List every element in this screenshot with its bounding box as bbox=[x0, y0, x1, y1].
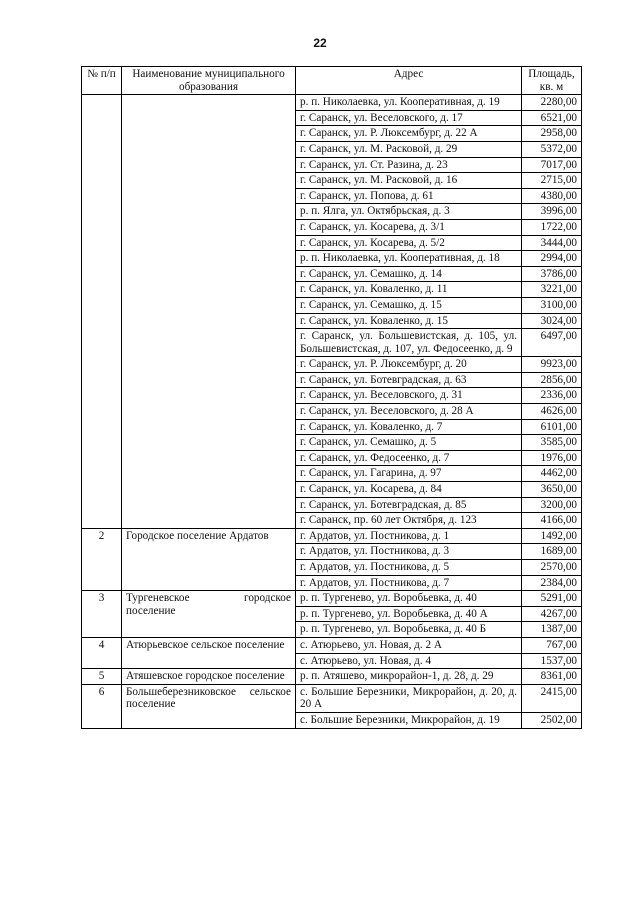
address-cell: с. Атюрьево, ул. Новая, д. 4 bbox=[296, 653, 522, 669]
address-cell: г. Саранск, ул. Гагарина, д. 97 bbox=[296, 466, 522, 482]
area-cell: 2958,00 bbox=[522, 126, 582, 142]
address-cell: г. Саранск, ул. Семашко, д. 14 bbox=[296, 266, 522, 282]
area-cell: 3996,00 bbox=[522, 204, 582, 220]
area-cell: 3100,00 bbox=[522, 297, 582, 313]
area-cell: 4626,00 bbox=[522, 404, 582, 420]
address-cell: г. Саранск, ул. Р. Люксембург, д. 20 bbox=[296, 357, 522, 373]
area-cell: 1689,00 bbox=[522, 544, 582, 560]
header-number: № п/п bbox=[82, 67, 122, 95]
area-cell: 4462,00 bbox=[522, 466, 582, 482]
area-cell: 3024,00 bbox=[522, 313, 582, 329]
area-cell: 2280,00 bbox=[522, 95, 582, 111]
area-cell: 6521,00 bbox=[522, 110, 582, 126]
address-cell: г. Саранск, ул. Ботевградская, д. 85 bbox=[296, 497, 522, 513]
address-cell: г. Саранск, ул. Семашко, д. 5 bbox=[296, 435, 522, 451]
address-cell: г. Саранск, ул. Ст. Разина, д. 23 bbox=[296, 157, 522, 173]
area-cell: 5372,00 bbox=[522, 141, 582, 157]
address-cell: р. п. Тургенево, ул. Воробьевка, д. 40 bbox=[296, 591, 522, 607]
address-cell: р. п. Николаевка, ул. Кооперативная, д. 18 bbox=[296, 251, 522, 267]
municipality-name: Городское поселение Ардатов bbox=[122, 528, 296, 590]
row-number bbox=[82, 95, 122, 529]
address-cell: г. Саранск, ул. Веселовского, д. 17 bbox=[296, 110, 522, 126]
area-cell: 8361,00 bbox=[522, 669, 582, 685]
area-cell: 2336,00 bbox=[522, 388, 582, 404]
row-number: 3 bbox=[82, 591, 122, 638]
area-cell: 2994,00 bbox=[522, 251, 582, 267]
address-cell: г. Ардатов, ул. Постникова, д. 1 bbox=[296, 528, 522, 544]
table-row bbox=[82, 528, 582, 544]
address-cell: г. Саранск, ул. Веселовского, д. 28 А bbox=[296, 404, 522, 420]
area-cell: 2384,00 bbox=[522, 575, 582, 591]
page-number: 22 bbox=[313, 36, 327, 50]
area-cell: 3786,00 bbox=[522, 266, 582, 282]
address-cell: г. Саранск, ул. Большевистская, д. 105, ул. Большевистская, д. 107, ул. Федосеенко, д. 9 bbox=[296, 329, 522, 357]
address-cell: р. п. Николаевка, ул. Кооперативная, д. 19 bbox=[296, 95, 522, 111]
area-cell: 6101,00 bbox=[522, 419, 582, 435]
area-cell: 2856,00 bbox=[522, 372, 582, 388]
address-cell: г. Саранск, ул. Федосеенко, д. 7 bbox=[296, 450, 522, 466]
municipality-name: Большеберезниковское сельское поселение bbox=[122, 684, 296, 728]
address-cell: г. Саранск, ул. Ботевградская, д. 63 bbox=[296, 372, 522, 388]
header-municipality: Наименование муниципального образования bbox=[122, 67, 296, 95]
municipality-name: Тургеневское городское поселение bbox=[122, 591, 296, 638]
address-cell: г. Ардатов, ул. Постникова, д. 5 bbox=[296, 560, 522, 576]
address-cell: г. Саранск, ул. Коваленко, д. 15 bbox=[296, 313, 522, 329]
row-number: 2 bbox=[82, 528, 122, 590]
property-table bbox=[81, 66, 582, 729]
area-cell: 3444,00 bbox=[522, 235, 582, 251]
address-cell: г. Саранск, ул. Косарева, д. 84 bbox=[296, 482, 522, 498]
area-cell: 2415,00 bbox=[522, 684, 582, 712]
table-row bbox=[82, 684, 582, 712]
area-cell: 2502,00 bbox=[522, 712, 582, 728]
address-cell: р. п. Тургенево, ул. Воробьевка, д. 40 Б bbox=[296, 622, 522, 638]
address-cell: р. п. Ялга, ул. Октябрьская, д. 3 bbox=[296, 204, 522, 220]
address-cell: р. п. Атяшево, микрорайон-1, д. 28, д. 29 bbox=[296, 669, 522, 685]
area-cell: 3585,00 bbox=[522, 435, 582, 451]
area-cell: 4267,00 bbox=[522, 606, 582, 622]
address-cell: г. Саранск, ул. Коваленко, д. 7 bbox=[296, 419, 522, 435]
table-body bbox=[82, 95, 582, 728]
area-cell: 3650,00 bbox=[522, 482, 582, 498]
address-cell: г. Саранск, ул. Р. Люксембург, д. 22 А bbox=[296, 126, 522, 142]
area-cell: 1537,00 bbox=[522, 653, 582, 669]
row-number: 6 bbox=[82, 684, 122, 728]
header-area: Площадь, кв. м bbox=[522, 67, 582, 95]
area-cell: 1387,00 bbox=[522, 622, 582, 638]
address-cell: г. Саранск, ул. М. Расковой, д. 29 bbox=[296, 141, 522, 157]
address-cell: с. Большие Березники, Микрорайон, д. 20, д. 20 А bbox=[296, 684, 522, 712]
table-row bbox=[82, 669, 582, 685]
area-cell: 1492,00 bbox=[522, 528, 582, 544]
row-number: 5 bbox=[82, 669, 122, 685]
address-cell: г. Саранск, ул. Семашко, д. 15 bbox=[296, 297, 522, 313]
area-cell: 4380,00 bbox=[522, 188, 582, 204]
address-cell: с. Большие Березники, Микрорайон, д. 19 bbox=[296, 712, 522, 728]
table-row bbox=[82, 591, 582, 607]
municipality-name: Атяшевское городское поселение bbox=[122, 669, 296, 685]
address-cell: с. Атюрьево, ул. Новая, д. 2 А bbox=[296, 637, 522, 653]
address-cell: г. Саранск, ул. Коваленко, д. 11 bbox=[296, 282, 522, 298]
area-cell: 6497,00 bbox=[522, 329, 582, 357]
area-cell: 2570,00 bbox=[522, 560, 582, 576]
area-cell: 1976,00 bbox=[522, 450, 582, 466]
address-cell: г. Саранск, ул. Косарева, д. 3/1 bbox=[296, 219, 522, 235]
address-cell: г. Саранск, ул. Косарева, д. 5/2 bbox=[296, 235, 522, 251]
table-row bbox=[82, 95, 582, 111]
area-cell: 3221,00 bbox=[522, 282, 582, 298]
municipality-name: Атюрьевское сельское поселение bbox=[122, 637, 296, 668]
area-cell: 2715,00 bbox=[522, 173, 582, 189]
address-cell: р. п. Тургенево, ул. Воробьевка, д. 40 А bbox=[296, 606, 522, 622]
address-cell: г. Ардатов, ул. Постникова, д. 3 bbox=[296, 544, 522, 560]
address-cell: г. Саранск, ул. М. Расковой, д. 16 bbox=[296, 173, 522, 189]
row-number: 4 bbox=[82, 637, 122, 668]
area-cell: 767,00 bbox=[522, 637, 582, 653]
area-cell: 7017,00 bbox=[522, 157, 582, 173]
area-cell: 1722,00 bbox=[522, 219, 582, 235]
area-cell: 5291,00 bbox=[522, 591, 582, 607]
address-cell: г. Саранск, ул. Веселовского, д. 31 bbox=[296, 388, 522, 404]
address-cell: г. Саранск, ул. Попова, д. 61 bbox=[296, 188, 522, 204]
table-header bbox=[82, 67, 582, 95]
address-cell: г. Саранск, пр. 60 лет Октября, д. 123 bbox=[296, 513, 522, 529]
address-cell: г. Ардатов, ул. Постникова, д. 7 bbox=[296, 575, 522, 591]
header-address: Адрес bbox=[296, 67, 522, 95]
area-cell: 4166,00 bbox=[522, 513, 582, 529]
table-row bbox=[82, 637, 582, 653]
area-cell: 9923,00 bbox=[522, 357, 582, 373]
municipality-name bbox=[122, 95, 296, 529]
area-cell: 3200,00 bbox=[522, 497, 582, 513]
